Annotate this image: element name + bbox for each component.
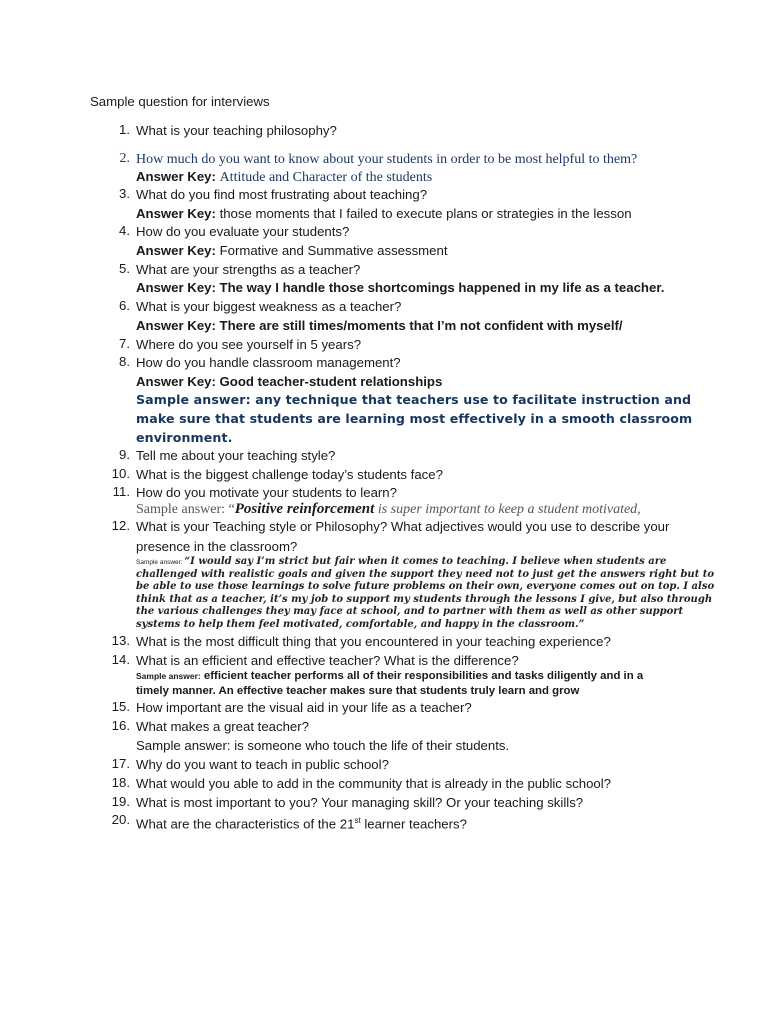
q2-text: How much do you want to know about your students in order to be most helpful to them? [136, 152, 638, 167]
q1-text: What is your teaching philosophy? [136, 123, 337, 138]
q13-text: What is the most difficult thing that you encountered in your teaching experience? [136, 634, 611, 649]
q12-sample-line-3: be able to use those learnings to solve future problems on their own, everyone comes out on top. I also [136, 581, 715, 592]
q4-text: How do you evaluate your students? [136, 224, 350, 239]
q8-sample-line-2: make sure that students are learning most effectively in a smooth classroom [136, 411, 693, 426]
q18-text: What would you able to add in the community that is already in the public school? [136, 776, 612, 791]
answer-key-text: those moments that I failed to execute plans or strategies in the lesson [219, 206, 632, 221]
q10-text: What is the biggest challenge today’s students face? [136, 467, 443, 482]
answer-key-text: Attitude and Character of the students [219, 170, 433, 185]
q12-sample-line-6: systems to help them feel motivated, comfortable, and happy in the classroom.” [136, 619, 585, 630]
sample-label: Sample answer: [136, 671, 201, 681]
q11-number: 11. [112, 484, 130, 499]
q12-sample-line-2: challenged with realistic goals and given the support they need not to just get the answers right but to [136, 569, 715, 580]
q20-superscript: st [354, 816, 361, 825]
q12-sample-line-1 [136, 556, 666, 570]
sample-bold: Positive reinforcement [234, 501, 375, 517]
q8-number: 8. [119, 354, 130, 369]
q6-answer-key: Answer Key: There are still times/moments that I’m not confident with myself/ [136, 318, 623, 333]
answer-key-text: Formative and Summative assessment [219, 243, 448, 258]
q6-number: 6. [119, 298, 130, 313]
q3-text: What do you find most frustrating about teaching? [136, 187, 428, 202]
q18-number: 18. [111, 775, 130, 790]
q5-text: What are your strengths as a teacher? [136, 262, 361, 277]
q14-text: What is an efficient and effective teacher? What is the difference? [136, 653, 519, 668]
q4-number: 4. [119, 223, 130, 238]
sample-text: efficient teacher performs all of their responsibilities and tasks diligently and in a [200, 670, 644, 682]
q12-sample-line-4: think that as a teacher, it’s my job to support my students through the lessons I give, but also through [136, 594, 713, 605]
document-title: Sample question for interviews [90, 94, 270, 109]
q20-number: 20. [111, 812, 130, 827]
q9-text: Tell me about your teaching style? [136, 448, 336, 463]
q14-number: 14. [111, 652, 130, 667]
q12-sample-line-5: the various challenges they may face at school, and to partner with them as well as other support [136, 606, 684, 617]
q5-answer-key: Answer Key: The way I handle those shortcomings happened in my life as a teacher. [136, 280, 665, 295]
q17-text: Why do you want to teach in public school? [136, 757, 389, 772]
q8-text: How do you handle classroom management? [136, 355, 401, 370]
q6-text: What is your biggest weakness as a teacher? [136, 299, 402, 314]
q11-text: How do you motivate your students to learn? [136, 485, 397, 500]
sample-text: “I would say I’m strict but fair when it comes to teaching. I believe when students are [184, 556, 667, 567]
q12-text-line-1: What is your Teaching style or Philosophy? What adjectives would you use to describe your [136, 519, 670, 534]
q20-text [136, 812, 666, 833]
q5-number: 5. [119, 261, 130, 276]
q7-number: 7. [119, 336, 130, 351]
q7-text: Where do you see yourself in 5 years? [136, 337, 362, 352]
q19-number: 19. [111, 794, 130, 809]
q3-number: 3. [119, 186, 130, 201]
q2-number: 2. [119, 151, 130, 166]
q13-number: 13. [111, 633, 130, 648]
q20-text-before: What are the characteristics of the 21 [136, 816, 355, 832]
q17-number: 17. [111, 756, 130, 771]
sample-label: Sample answer: “ [136, 502, 235, 517]
answer-key-label: Answer Key: [136, 243, 216, 258]
sample-rest: is super important to keep a student motivated, [374, 502, 641, 517]
q16-text: What makes a great teacher? [136, 719, 309, 734]
q15-text: How important are the visual aid in your life as a teacher? [136, 700, 472, 715]
q8-answer-key: Answer Key: Good teacher-student relationships [136, 374, 443, 389]
q15-number: 15. [111, 699, 130, 714]
q16-number: 16. [111, 718, 130, 733]
q12-text-line-2: presence in the classroom? [136, 539, 298, 554]
q16-sample: Sample answer: is someone who touch the life of their students. [136, 738, 510, 753]
sample-label: Sample answer: [136, 559, 185, 566]
answer-key-label: Answer Key: [136, 169, 216, 184]
q20-text-after: learner teachers? [360, 816, 467, 832]
q8-sample-line-3: environment. [136, 430, 233, 445]
q1-number: 1. [119, 122, 130, 137]
q8-sample-line-1: Sample answer: any technique that teachers use to facilitate instruction and [136, 392, 692, 407]
q9-number: 9. [119, 447, 130, 462]
q14-sample-line-2: timely manner. An effective teacher makes sure that students truly learn and grow [136, 685, 580, 697]
q10-number: 10. [111, 466, 130, 481]
q4-answer-key [136, 242, 448, 260]
answer-key-label: Answer Key: [136, 206, 216, 221]
q11-sample [136, 500, 641, 519]
q3-answer-key [136, 205, 632, 223]
q12-number: 12. [111, 518, 130, 533]
q2-answer-key [136, 168, 432, 187]
q19-text: What is most important to you? Your managing skill? Or your teaching skills? [136, 795, 584, 810]
